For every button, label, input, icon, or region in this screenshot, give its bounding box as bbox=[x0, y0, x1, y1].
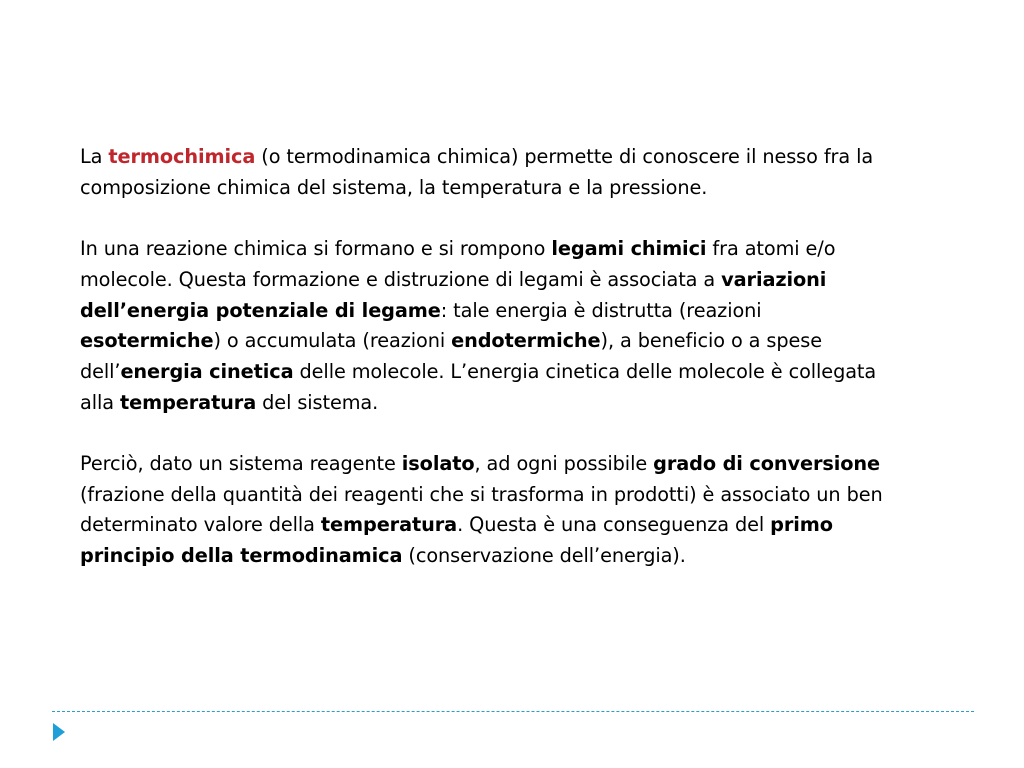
text-run: La bbox=[80, 145, 109, 168]
bold-term: legami chimici bbox=[551, 237, 707, 261]
text-run: (conservazione dell’energia). bbox=[402, 544, 686, 568]
text-line bbox=[80, 480, 960, 511]
text-line bbox=[80, 142, 960, 173]
bold-term: principio della termodinamica bbox=[80, 544, 403, 568]
text-run: del sistema. bbox=[256, 390, 379, 414]
text-run: composizione chimica del sistema, la temperatura e la pressione. bbox=[80, 175, 708, 199]
text-run: In una reazione chimica si formano e si rompono bbox=[80, 237, 552, 261]
bold-term: endotermiche bbox=[451, 329, 601, 353]
text-run: determinato valore della bbox=[80, 513, 321, 537]
paragraph bbox=[80, 142, 960, 203]
bold-term: primo bbox=[770, 513, 833, 537]
text-line bbox=[80, 449, 960, 480]
text-line bbox=[80, 326, 960, 357]
text-line bbox=[80, 357, 960, 388]
bold-term: dell’energia potenziale di legame bbox=[80, 298, 441, 322]
bold-term: energia cinetica bbox=[120, 359, 294, 383]
text-run: alla bbox=[80, 390, 120, 414]
text-run: ) o accumulata (reazioni bbox=[213, 329, 452, 353]
text-run: : tale energia è distrutta (reazioni bbox=[440, 298, 762, 322]
paragraph bbox=[80, 449, 960, 572]
bold-term: grado di conversione bbox=[653, 452, 881, 475]
text-line bbox=[80, 234, 960, 265]
highlighted-term: termochimica bbox=[108, 145, 256, 168]
text-run: . Questa è una conseguenza del bbox=[457, 513, 771, 537]
bold-term: esotermiche bbox=[80, 329, 214, 353]
text-run: ), a beneficio o a spese bbox=[600, 329, 822, 353]
text-run: (o termodinamica chimica) permette di conoscere il nesso fra la bbox=[255, 145, 874, 168]
text-line bbox=[80, 296, 960, 327]
text-run: , ad ogni possibile bbox=[474, 452, 654, 475]
bold-term: temperatura bbox=[119, 390, 257, 414]
footer-divider bbox=[52, 711, 974, 712]
text-line bbox=[80, 388, 960, 419]
bold-term: variazioni bbox=[721, 267, 827, 291]
text-run: molecole. Questa formazione e distruzione di legami è associata a bbox=[80, 267, 722, 291]
text-run: dell’ bbox=[80, 359, 121, 383]
slide-body-text bbox=[80, 142, 960, 572]
bold-term: isolato bbox=[401, 452, 475, 475]
text-run: (frazione della quantità dei reagenti che si trasforma in prodotti) è associato un ben bbox=[80, 482, 883, 506]
text-line bbox=[80, 510, 960, 541]
bold-term: temperatura bbox=[320, 513, 458, 537]
text-line bbox=[80, 265, 960, 296]
paragraph bbox=[80, 234, 960, 418]
text-run: Perciò, dato un sistema reagente bbox=[80, 452, 402, 475]
text-line bbox=[80, 541, 960, 572]
text-line bbox=[80, 173, 960, 204]
triangle-right-icon bbox=[52, 722, 66, 742]
text-run: delle molecole. L’energia cinetica delle molecole è collegata bbox=[293, 359, 877, 383]
text-run: fra atomi e/o bbox=[706, 237, 836, 261]
